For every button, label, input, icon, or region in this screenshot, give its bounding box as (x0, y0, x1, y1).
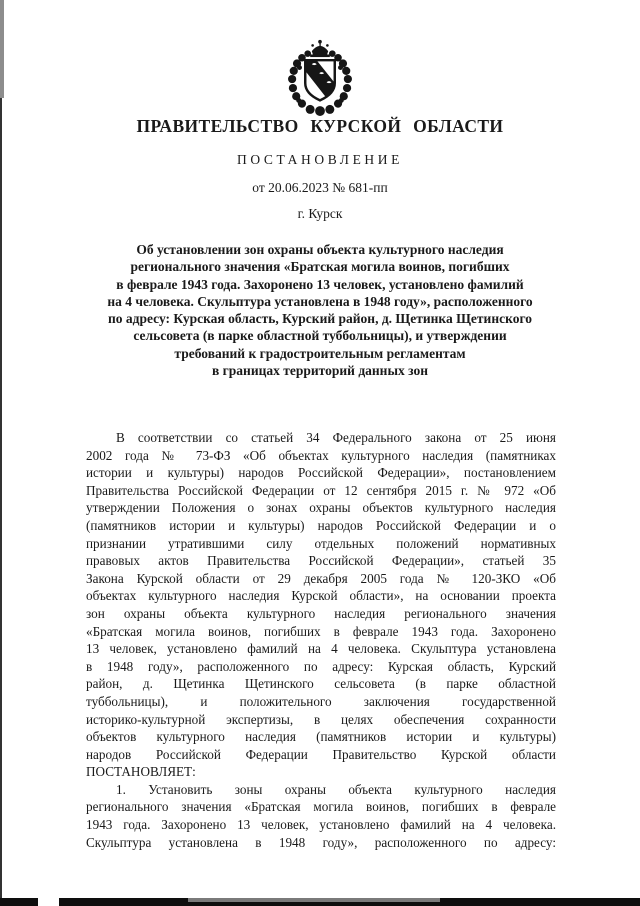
text-line: 1. Установить зоны охраны объекта культурного наследия (116, 781, 556, 797)
text-line: в феврале 1943 года. Захоронено 13 человек, установлено фамилий (116, 276, 524, 292)
text-line: правовых актов Правительства Российской Федерации», статьей 35 (86, 553, 556, 569)
text-line: (памятников истории и культуры) народов Российской Федерации и о (86, 517, 556, 533)
city: г. Курск (297, 206, 343, 221)
scan-artifact-bottom-gap (38, 898, 59, 906)
text-line: в 1948 году», расположенного по адресу: Курская область, Курский (86, 658, 556, 674)
text-line: туббольницы), и положительного заключения государственной (86, 693, 556, 709)
text-line: требований к градостроительным регламентам (174, 345, 466, 361)
date-and-number: от 20.06.2023 № 681-пп (252, 180, 388, 195)
text-line: регионального значения «Братская могила воинов, погибших (130, 259, 510, 275)
text-line: историко-культурной экспертизы, в целях обеспечения сохранности (86, 711, 556, 727)
text-line: зон охраны объекта культурного наследия регионального значения (86, 605, 556, 621)
item-1-paragraph (86, 781, 556, 851)
text-line: В соответствии со статьей 34 Федерального закона от 25 июня (116, 430, 556, 445)
text-line: регионального значения «Братская могила воинов, погибших в феврале (86, 799, 556, 815)
org-name: ПРАВИТЕЛЬСТВО КУРСКОЙ ОБЛАСТИ (136, 116, 504, 136)
coat-of-arms-icon (279, 38, 361, 116)
text-line: Скульптура установлена в 1948 году», расположенного по адресу: (86, 834, 556, 850)
text-line: район, д. Щетинка Щетинского сельсовета (в парке областной (86, 676, 556, 692)
text-line: Правительства Российской Федерации от 12 сентября 2015 г. № 972 «Об (86, 482, 556, 498)
document-type: ПОСТАНОВЛЕНИЕ (237, 152, 403, 167)
text-line: в границах территорий данных зон (212, 363, 428, 379)
text-line: Закона Курской области от 29 декабря 2005 года № 120-ЗКО «Об (86, 570, 556, 586)
text-line: истории и культуры) народов Российской Федерации», постановлением (86, 465, 556, 481)
scan-artifact-left-top (0, 0, 4, 98)
text-line: по адресу: Курская область, Курский район, д. Щетинка Щетинского (107, 311, 532, 327)
text-line: народов Российской Федерации Правительство Курской области (86, 746, 556, 762)
text-line: Об установлении зон охраны объекта культурного наследия (136, 242, 504, 257)
text-line: на 4 человека. Скульптура установлена в 1948 году», расположенного (107, 293, 533, 309)
text-line: «Братская могила воинов, погибших в феврале 1943 года. Захоронено (86, 623, 556, 639)
document-title (58, 241, 582, 379)
scan-artifact-bottom-gray (188, 898, 440, 902)
intro-paragraph (86, 429, 556, 763)
text-line: 13 человек, установлено фамилий на 4 человека. Скульптура установлена (86, 641, 556, 657)
text-line: объектах культурного наследия Курской области», на основании проекта (86, 588, 556, 604)
resolves-line: ПОСТАНОВЛЯЕТ: (86, 764, 196, 780)
text-line: утверждении Положения о зонах охраны объектов культурного наследия (86, 500, 556, 516)
text-line: 2002 года № 73-ФЗ «Об объектах культурного наследия (памятниках (86, 447, 556, 463)
text-line: 1943 года. Захоронено 13 человек, установлено фамилий на 4 человека. (86, 817, 556, 833)
document-body (86, 429, 556, 851)
text-line: сельсовета (в парке областной туббольницы), и утверждении (133, 328, 507, 344)
text-line: объектов культурного наследия (памятников истории и культуры) (86, 729, 556, 745)
text-line: признании утратившими силу отдельных положений нормативных (86, 535, 556, 551)
